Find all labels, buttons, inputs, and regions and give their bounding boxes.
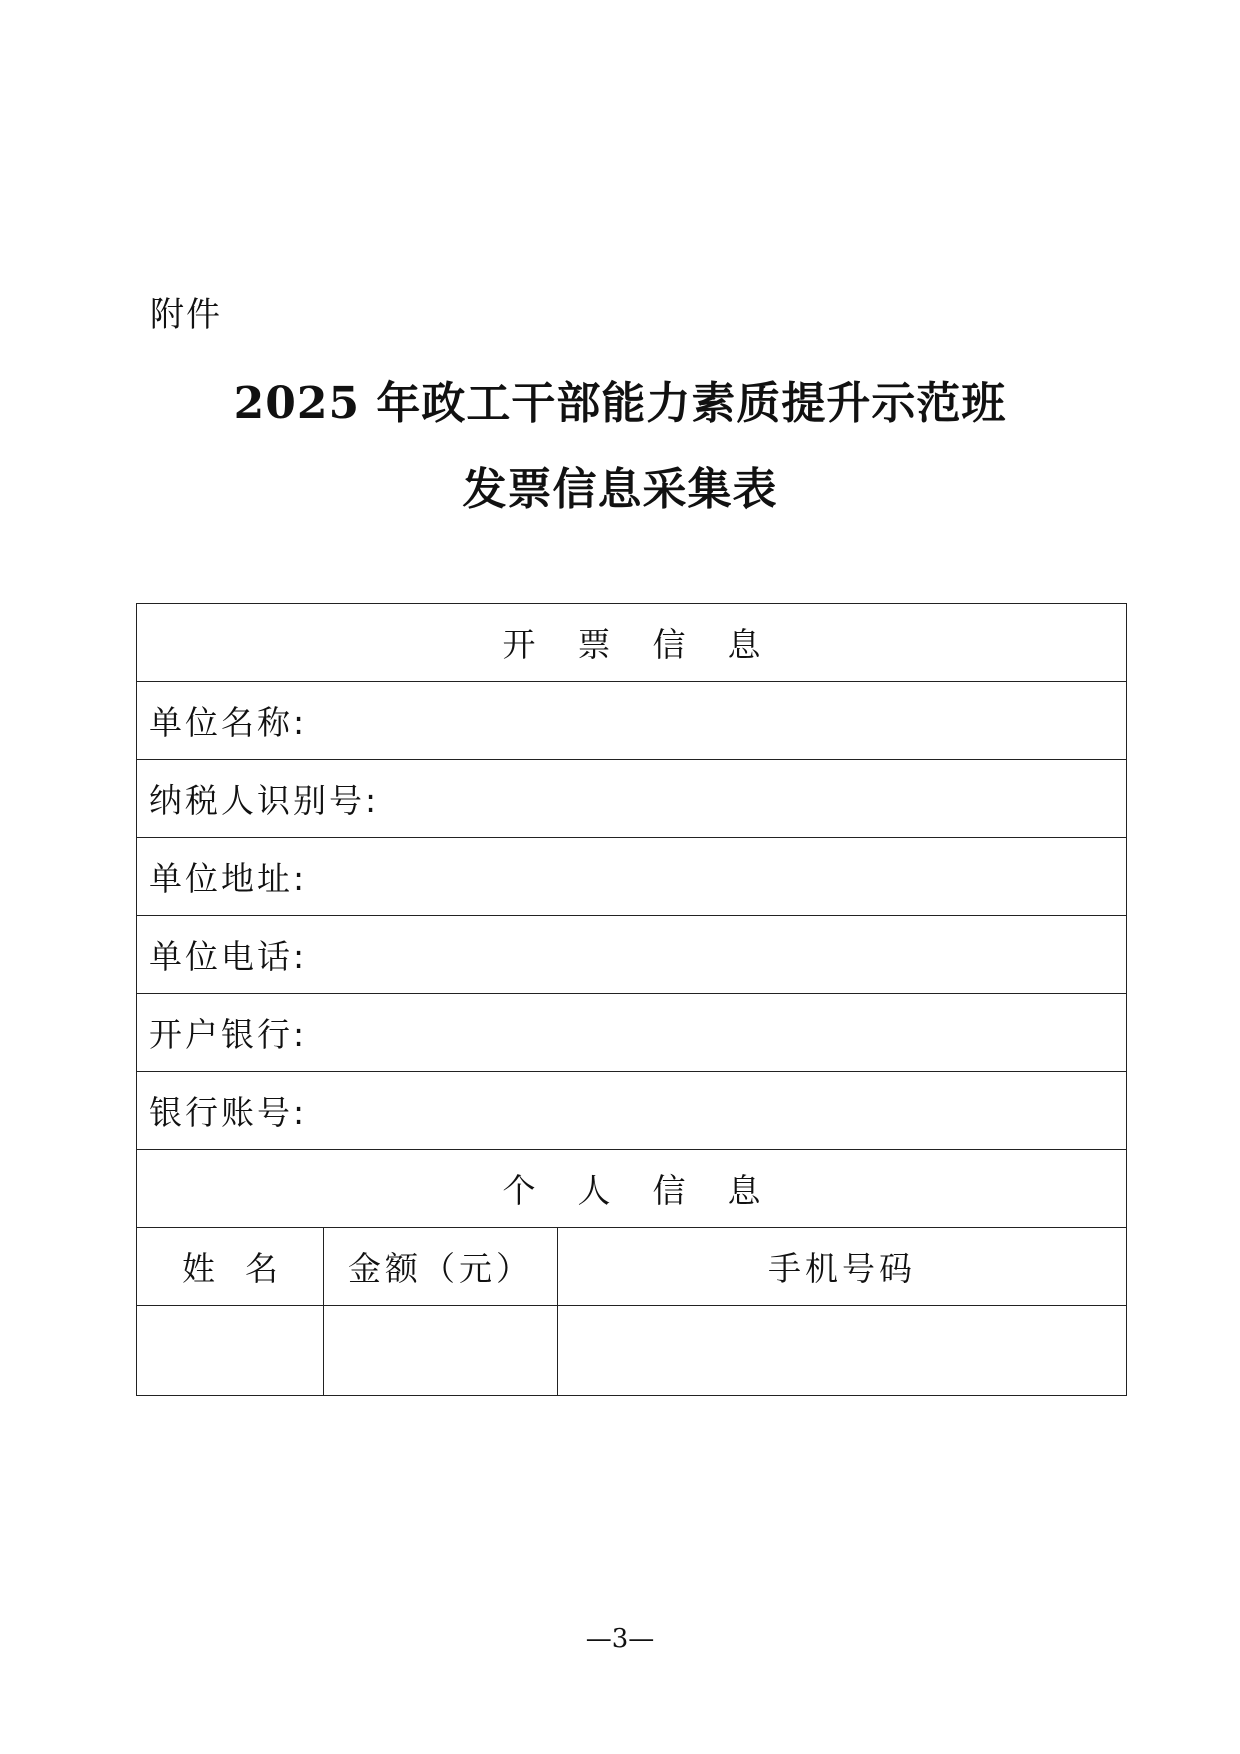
- personal-column-header-row: [137, 1228, 1127, 1306]
- name-column-header: 姓名: [137, 1228, 324, 1306]
- phone-cell[interactable]: [558, 1306, 1127, 1396]
- field-row: [137, 682, 1127, 760]
- personal-section-header: 个人信息: [137, 1150, 1127, 1228]
- personal-data-row: [137, 1306, 1127, 1396]
- field-row: [137, 1072, 1127, 1150]
- field-row: [137, 994, 1127, 1072]
- amount-cell[interactable]: [324, 1306, 558, 1396]
- company-phone-field[interactable]: 单位电话:: [137, 916, 1127, 994]
- field-row: [137, 760, 1127, 838]
- invoice-info-form: [136, 603, 1127, 1396]
- field-row: [137, 838, 1127, 916]
- bank-account-field[interactable]: 银行账号:: [137, 1072, 1127, 1150]
- invoice-section-header-row: [137, 604, 1127, 682]
- amount-column-header: 金额（元）: [324, 1228, 558, 1306]
- document-title-line-1: 2025 年政工干部能力素质提升示范班: [233, 378, 1007, 429]
- field-row: [137, 916, 1127, 994]
- bank-name-field[interactable]: 开户银行:: [137, 994, 1127, 1072]
- name-cell[interactable]: [137, 1306, 324, 1396]
- company-name-field[interactable]: 单位名称:: [137, 682, 1127, 760]
- page-number: —3—: [585, 1624, 655, 1654]
- company-address-field[interactable]: 单位地址:: [137, 838, 1127, 916]
- attachment-label: 附件: [150, 295, 222, 335]
- invoice-section-header: 开票信息: [137, 604, 1127, 682]
- document-title-line-2: 发票信息采集表: [462, 464, 778, 515]
- personal-section-header-row: [137, 1150, 1127, 1228]
- taxpayer-id-field[interactable]: 纳税人识别号:: [137, 760, 1127, 838]
- phone-column-header: 手机号码: [558, 1228, 1127, 1306]
